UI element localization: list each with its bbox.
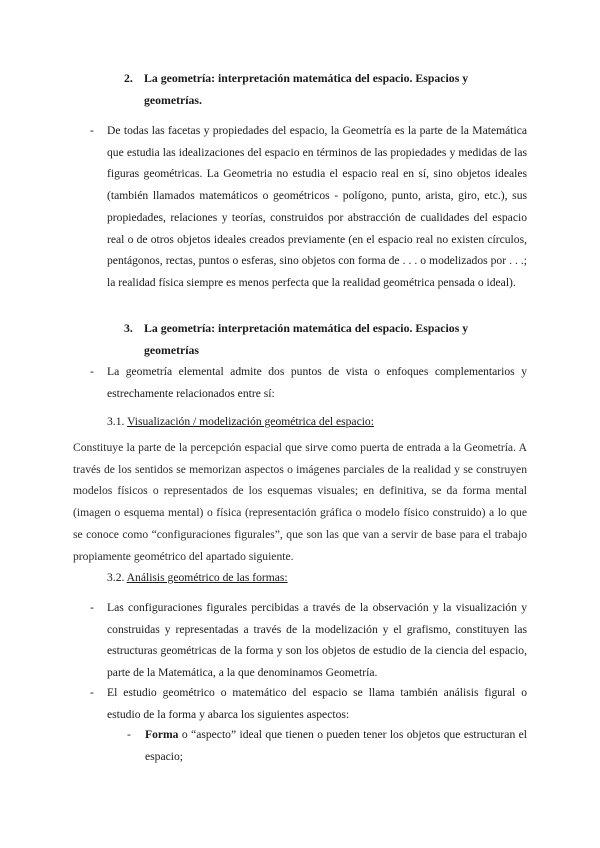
sub-bullet-1-text	[145, 724, 527, 767]
subsection-3-2-heading	[107, 567, 288, 589]
section-2-heading	[124, 68, 494, 111]
bullet-marker: -	[90, 124, 94, 137]
subsection-3-1-heading	[107, 411, 374, 433]
bullet-3-text: Las configuraciones figurales percibidas a través de la observación y la visualización y construidas y representadas a través de la modelización y el grafismo, constituyen las estructuras geométricas de la forma y son los objetos de estudio de la ciencia del espacio, parte de la Matemática, a la que denominamos Geometría.	[107, 601, 527, 680]
bullet-1-text: De todas las facetas y propiedades del espacio, la Geometría es la parte de la Matemática que estudia las idealizaciones del espacio en términos de las propiedades y medidas de las figuras geométricas. La Geometria no estudia el espacio real en sí, sino objetos ideales (también llamados matemáticos o geométricos - polígono, punto, arista, giro, etc.), sus propiedades, relaciones y teorías, construidos por abstracción de cualidades del espacio real o de otros objetos ideales creados previamente (en el espacio real no existen círculos, pentágonos, rectas, puntos o esferas, sino objetos con forma de . . . o modelizados por . . .; la realidad física siempre es menos perfecta que la realidad geométrica pensada o ideal).	[107, 124, 527, 289]
section-3-number: 3.	[124, 321, 133, 335]
subsection-3-2-title: Análisis geométrico de las formas:	[126, 571, 288, 584]
section-3-title: La geometría: interpretación matemática del espacio. Espacios y geometrías	[144, 321, 469, 357]
section-3-heading	[124, 318, 494, 361]
subsection-3-1-number: 3.1.	[107, 415, 125, 428]
section-2-number: 2.	[124, 71, 133, 85]
section-2-title: La geometría: interpretación matemática del espacio. Espacios y geometrías.	[144, 71, 469, 107]
subsection-3-2-number: 3.2.	[107, 571, 125, 584]
sub-bullet-marker: -	[127, 728, 131, 741]
subsection-3-1-paragraph: Constituye la parte de la percepción espacial que sirve como puerta de entrada a la Geometría. A través de los sentidos se memorizan aspectos o imágenes parciales de la realidad y se construyen modelos físicos o representados de los esquemas visuales; en definitiva, se da forma mental (imagen o esquema mental) o física (representación gráfica o modelo físico construido) a lo que se conoce como “configuraciones figurales”, que son las que van a servir de base para el trabajo propiamente geométrico del apartado siguiente.	[73, 441, 527, 563]
subsection-3-1-title: Visualización / modelización geométrica del espacio:	[127, 415, 374, 428]
sub-bullet-1-rest: o “aspecto” ideal que tienen o pueden tener los objetos que estructuran el espacio;	[145, 728, 527, 763]
bullet-marker: -	[90, 686, 94, 699]
bullet-2-text: La geometría elemental admite dos puntos de vista o enfoques complementarios y estrechamente relacionados entre sí:	[107, 365, 527, 400]
bullet-marker: -	[90, 365, 94, 378]
sub-bullet-1-bold: Forma	[145, 728, 179, 741]
bullet-4-text: El estudio geométrico o matemático del espacio se llama también análisis figural o estudio de la forma y abarca los siguientes aspectos:	[107, 686, 527, 721]
bullet-marker: -	[90, 601, 94, 614]
